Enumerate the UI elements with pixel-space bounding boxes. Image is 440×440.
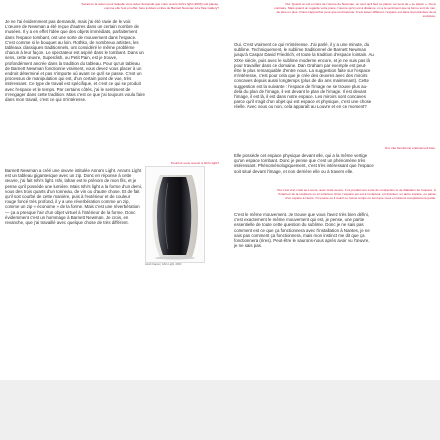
answer-paragraph-1-right: Oui. C'est vraiment ce qui m'intéresse. J'ai parlé, il y a une minute, du sublime. Techniquement, le sublime traditionnel de Barnett Newman jusqu'à Caspar David Friedrich, et toute la tradition d'espace lointain. Au XIXe siècle, puis avec le sublime moderne encore, et je ne suis pas là pour travailler dans ce domaine. Dan Graham par exemple est peut-être le plus remarquable d'entre nous. La suggestion faite sur l'espace m'intéresse, c'est pour cela que je crée des œuvres avec des miroirs concaves depuis aussi longtemps (plus de dix ans maintenant). Cette suggestion est la suivante : l'espace de l'image ne se trouve plus au-delà du plan de l'image, il est devant le plan de l'image. Il est devant l'image, il est là, il est dans notre espace. Les miroirs sont concaves parce qu'il s'agit d'un objet qui est espace et physique, c'est une chose réelle. Avec vous ou non, cela apparaît au Louvre et en ce moment? [234, 42, 374, 110]
answer-paragraph-2-left: Barnett Newman a créé une œuvre intitulée Anna's Light. Anna's Light est un tableau gigantesque avec un zip. Donc en réponse à cette œuvre, j'ai fait Ishi's light. Ishi, lahan est le prénom de mon fils, et je pense qu'il possède une lumière. Mais Ishi's light a la forme d'un demi, vous des trois quarts d'un tonneau, de vin ou d'autre chose. Et de fait qu'il soit courbé de cette manière, puis à l'extérieur et de couleur rouge foncé très profond, il y a une réverbération comme un zip, comme un zip « économe » de la forme. Mais c'est une réverbération — ça a presque l'air d'un objet virtuel à l'intérieur de la forme. Donc évidemment c'est un hommage à Barnett Newman. Je crois, en revanche, que j'ai travaillé avec quelque chose de très différent. [5, 168, 142, 226]
interviewer-question-top-right: Oui. Quand on est en face de l'œuvre de Newman, on sent qu'il faut se placer, au sens de « se placer ». Ou le contraire. Mais quand on regarde votre pièce, l'œuvre qu'ici est à distance, on a le sentiment que la forme sort du mur, de plus en plus. Il faut s'approcher pour que tout bascule. C'est assez différent, l'espace est dans la profondeur de la sculpture. [274, 2, 436, 18]
interviewer-question-mid-right: Oui, elle fonctionne entièrement bien. [384, 146, 436, 150]
artwork-photo [145, 166, 205, 263]
interviewer-question-top-left: Serait-ce la raison pour laquelle vous aviez demandé que votre œuvre lichi's light (2003) soit placée, comme elle l'est en effet, face à Adam et Eve de Barnett Newman à la Tate Gallery? [81, 2, 219, 10]
ishis-light-sculpture [146, 167, 204, 262]
interviewer-question-mid-left: Pourriez-vous revenir à Ishi's light? [170, 161, 219, 165]
page-bottom-margin [0, 380, 440, 440]
answer-paragraph-1-left: Je ne l'ai évidemment pas demandé, mais j'ai été ravie de le voir. L'œuvre de Newman a été reçue d'autres dans un certain nombre de musées. Il y a en effet l'idée que des objets immédiats, parfaitement dans l'espace tombant, ont une sorte de mouvement dans l'espace. C'est comme si le bouquet au loin. Rothko, de nombreux artistes, les tableaux classiques traditionnels, ont considéré le même problème chacun à leur façon. Le spectateur est aspiré dans le tombant. Dans un sens, cette œuvre, Superdish, ou Petit Pain, est je trouve, profondément ancrée dans la tradition du tableau. Pour qu'un tableau de Barnett Newman fonctionne vraiment, vous devez vous placer à un endroit déterminé et pas n'importe où avant ce qu'il se passe. C'est un processus de manipulation qui est, d'un certain point de vue, très intéressant. Ce type de travail est spécifique, et c'est ce qui se produit avec l'espace et le temps. Par certains côtés, j'ai le sentiment de m'engager dans cette tradition. Mais c'est ce que j'ai toujours voulu faire dans mon travail, c'est ce qui m'intéresse. [5, 19, 145, 103]
artwork-caption: Anish Kapoor, Ishi's Light, 2003 [145, 263, 182, 266]
answer-paragraph-2-right: Elle possède cet espace physique devant elle, qui a la même vertige qu'un espace tombant. Donc je pense que c'est un phénomène très intéressant. Phénoménologiquement, c'est très intéressant que l'espace soit situé devant l'image, et non derrière elle ou à travers elle. [234, 153, 374, 174]
answer-paragraph-3-right: C'est le même mouvement. Je trouve que vous l'avez très bien défini, c'est exactement le même mouvement qui est, je pense, une partie essentielle de toute cette question du sublime. Donc je ne sais pas comment est ce que ça fonctionnera avec l'installation à Nantes, je ne sais pas comment ça fonctionnera, mais mon instinct me dit que ça fonctionnera (rires). Peut-être le saurons-nous après avoir vu l'œuvre, je ne sais pas. [234, 212, 370, 249]
interviewer-question-low-right: Oui c'est vrai, mais au Louvre, avec cette œuvre, il se produit une sorte de contraction et de dilatation de l'espace. À l'intérieur de la sculpture ou à l'extérieur. Ainsi, l'espace qui est à l'extérieur, et l'intérieur, un autre espace, on passe d'un espace à l'autre. On passe ou il réunit ce même temps on sent que nous en faisons complètement partie. [276, 188, 436, 200]
